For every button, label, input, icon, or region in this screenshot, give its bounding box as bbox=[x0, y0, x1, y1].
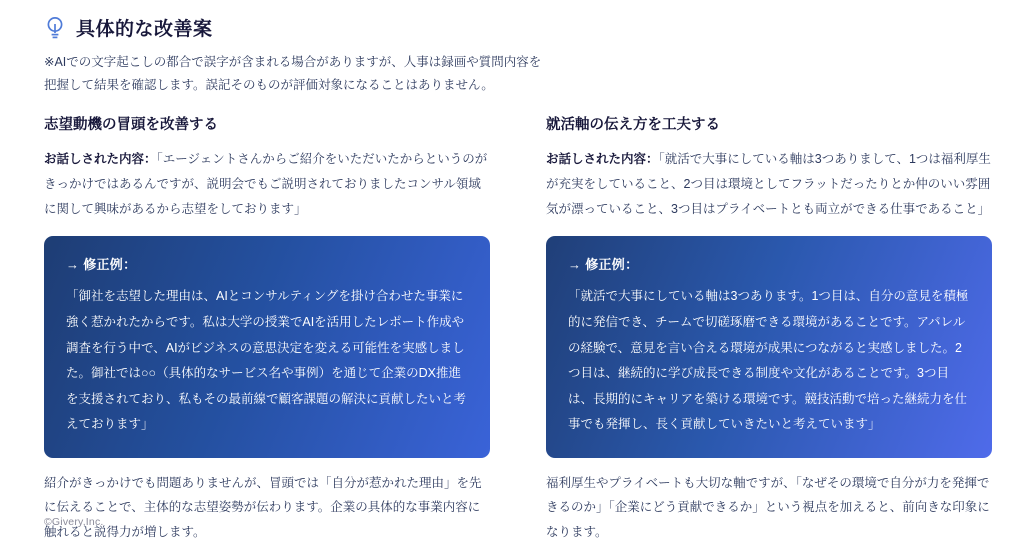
said-block bbox=[546, 147, 992, 222]
columns-container bbox=[44, 113, 991, 544]
lightbulb-icon bbox=[44, 15, 66, 41]
fix-text: 「御社を志望した理由は、AIとコンサルティングを掛け合わせた事業に強く惹かれたからです。私は大学の授業でAIを活用したレポート作成や調査を行う中で、AIがビジネスの意思決定を変える可能性を実感しました。御社では○○（具体的なサービス名や事例）を通じて企業のDX推進を支援されており、私もその最前線で顧客課題の解決に貢献したいと考えております」 bbox=[66, 289, 467, 432]
section-title: 志望動機の冒頭を改善する bbox=[44, 117, 218, 134]
advice-note: 福利厚生やプライベートも大切な軸ですが、「なぜその環境で自分が力を発揮できるのか」「企業にどう貢献できるか」という視点を加えると、前向きな印象になります。 bbox=[546, 476, 990, 539]
fix-example-card bbox=[44, 236, 490, 458]
copyright: ©Givery,Inc. bbox=[44, 516, 104, 528]
said-text: 「エージェントさんからご紹介をいただいたからというのがきっかけではあるんですが、説明会でもご説明されておりましたコンサル領域に関して興味があるから志望をしております」 bbox=[44, 152, 488, 217]
page-title: 具体的な改善案 bbox=[76, 19, 213, 40]
said-block bbox=[44, 147, 490, 222]
section-title: 就活軸の伝え方を工夫する bbox=[546, 117, 720, 134]
fix-example-card bbox=[546, 236, 992, 458]
column-left bbox=[44, 113, 490, 544]
fix-label: → 修正例： bbox=[568, 257, 639, 273]
said-label: お話しされた内容： bbox=[546, 152, 659, 167]
advice-note: 紹介がきっかけでも問題ありませんが、冒頭では「自分が惹かれた理由」を先に伝えることで、主体的な志望姿勢が伝わります。企業の具体的な事業内容に触れると説得力が増します。 bbox=[44, 476, 482, 539]
said-label: お話しされた内容： bbox=[44, 152, 157, 167]
said-text: 「就活で大事にしている軸は3つありまして、1つは福利厚生が充実をしていること、2つ目は環境としてフラットだったりとか仲のいい雰囲気が漂っていること、3つ目はプライベートとも両立ができる仕事であること」 bbox=[546, 152, 991, 217]
disclaimer-note: ※AIでの文字起こしの都合で誤字が含まれる場合がありますが、人事は録画や質問内容を把握して結果を確認します。誤記そのものが評価対象になることはありません。 bbox=[44, 55, 542, 93]
page-header bbox=[44, 14, 980, 41]
column-right bbox=[546, 113, 992, 544]
fix-label: → 修正例： bbox=[66, 257, 137, 273]
fix-text: 「就活で大事にしている軸は3つあります。1つ目は、自分の意見を積極的に発信でき、チームで切磋琢磨できる環境があることです。アパレルの経験で、意見を言い合える環境が成果につながると実感しました。2つ目は、継続的に学び成長できる制度や文化があることです。3つ目は、長期的にキャリアを築ける環境です。競技活動で培った継続力を仕事でも発揮し、長く貢献していきたいと考えています」 bbox=[568, 289, 969, 432]
